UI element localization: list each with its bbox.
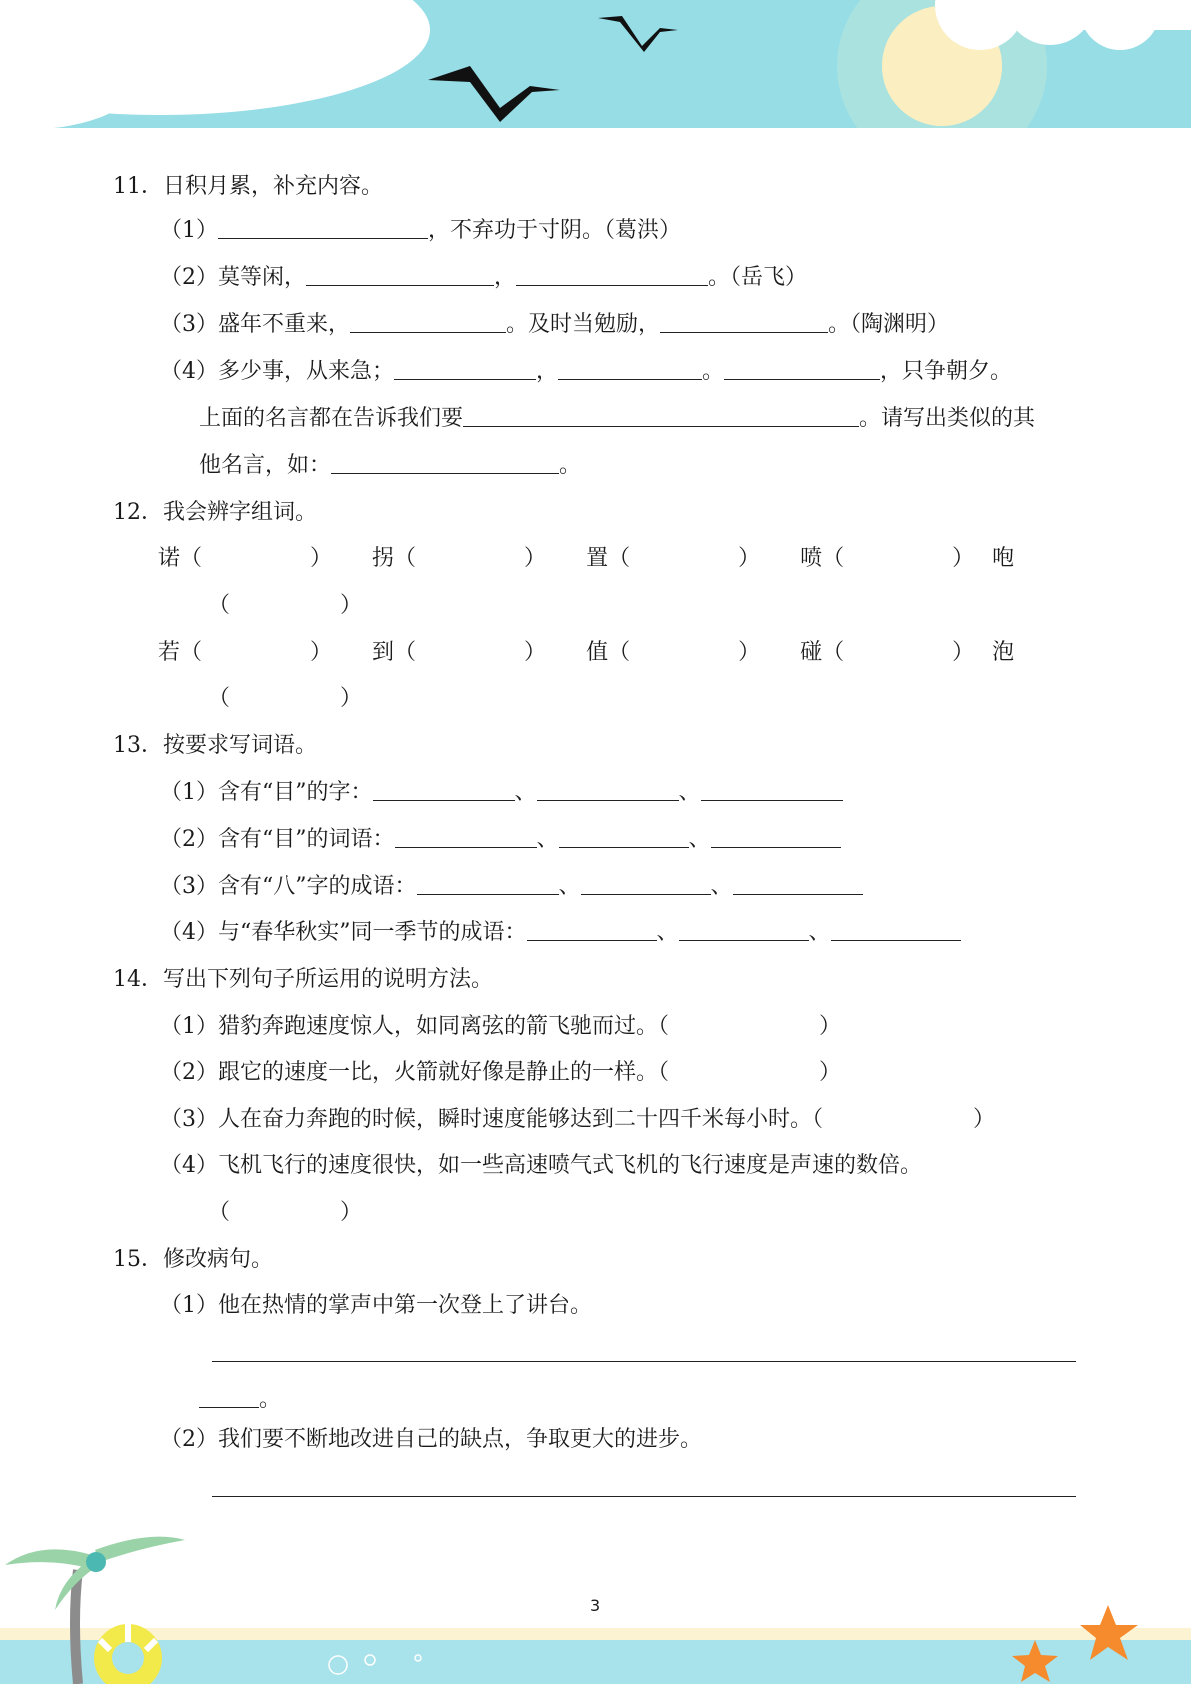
- q15-item-1: （1）他在热情的掌声中第一次登上了讲台。: [160, 1293, 592, 1318]
- q15-item-1-tail: 。: [199, 1385, 281, 1415]
- answer-blank[interactable]: [395, 825, 537, 848]
- answer-blank[interactable]: [516, 263, 708, 286]
- answer-blank[interactable]: [558, 357, 702, 380]
- q12-row-2-continued: （ ）: [208, 686, 363, 711]
- q13-item-2: （2）含有“目”的词语： 、 、: [160, 825, 841, 855]
- q13-item-1: （1）含有“目”的字： 、 、: [160, 778, 843, 808]
- answer-blank[interactable]: [559, 825, 689, 848]
- q13-item-3: （3）含有“八”字的成语： 、 、: [160, 872, 863, 902]
- answer-blank[interactable]: [537, 778, 679, 801]
- question-13-title: 13．按要求写词语。: [113, 733, 317, 758]
- q12-row-2: 若（ ） 到（ ） 值（ ） 碰（ ） 泡: [158, 640, 1015, 665]
- q11-summary-2: 他名言，如： 。: [199, 453, 582, 478]
- answer-blank[interactable]: [711, 825, 841, 848]
- answer-blank[interactable]: [679, 918, 809, 941]
- q12-row-1-continued: （ ）: [208, 593, 363, 618]
- question-14-title: 14．写出下列句子所运用的说明方法。: [113, 967, 493, 992]
- question-11-title: 11．日积月累，补充内容。: [113, 174, 383, 199]
- answer-blank[interactable]: [199, 1385, 259, 1408]
- answer-blank[interactable]: [331, 451, 559, 474]
- q11-item-1: （1） ，不弃功于寸阴。（葛洪）: [160, 218, 682, 243]
- answer-blank[interactable]: [394, 357, 536, 380]
- answer-blank[interactable]: [527, 918, 657, 941]
- answer-blank[interactable]: [218, 216, 428, 239]
- q14-item-4: （4）飞机飞行的速度很快，如一些高速喷气式飞机的飞行速度是声速的数倍。: [160, 1153, 922, 1178]
- answer-line[interactable]: [212, 1361, 1076, 1362]
- answer-line[interactable]: [212, 1496, 1076, 1497]
- answer-blank[interactable]: [417, 872, 559, 895]
- q11-summary: 上面的名言都在告诉我们要 。请写出类似的其: [199, 406, 1036, 431]
- answer-blank[interactable]: [733, 872, 863, 895]
- q12-row-1: 诺（ ） 拐（ ） 置（ ） 喷（ ） 咆: [158, 546, 1015, 571]
- q15-item-2: （2）我们要不断地改进自己的缺点，争取更大的进步。: [160, 1427, 702, 1452]
- page-number: 3: [590, 1596, 601, 1615]
- q11-item-2: （2）莫等闲， ， 。（岳飞）: [160, 265, 808, 290]
- question-12-title: 12．我会辨字组词。: [113, 500, 317, 525]
- answer-blank[interactable]: [701, 778, 843, 801]
- q14-item-1: （1）猎豹奔跑速度惊人，如同离弦的箭飞驰而过。（ ）: [160, 1014, 842, 1039]
- q13-item-4: （4）与“春华秋实”同一季节的成语： 、 、: [160, 918, 961, 948]
- answer-blank[interactable]: [724, 357, 880, 380]
- answer-blank[interactable]: [306, 263, 494, 286]
- q14-item-4-answer: （ ）: [208, 1200, 363, 1225]
- q11-item-4: （4）多少事，从来急； ， 。 ，只争朝夕。: [160, 359, 1013, 384]
- answer-blank[interactable]: [581, 872, 711, 895]
- answer-blank[interactable]: [463, 404, 859, 427]
- q11-item-3: （3）盛年不重来， 。及时当勉励， 。（陶渊明）: [160, 312, 950, 337]
- answer-blank[interactable]: [350, 310, 506, 333]
- q14-item-2: （2）跟它的速度一比，火箭就好像是静止的一样。（ ）: [160, 1060, 842, 1085]
- question-15-title: 15．修改病句。: [113, 1247, 273, 1272]
- answer-blank[interactable]: [660, 310, 828, 333]
- q14-item-3: （3）人在奋力奔跑的时候，瞬时速度能够达到二十四千米每小时。（ ）: [160, 1107, 996, 1132]
- answer-blank[interactable]: [831, 918, 961, 941]
- answer-blank[interactable]: [373, 778, 515, 801]
